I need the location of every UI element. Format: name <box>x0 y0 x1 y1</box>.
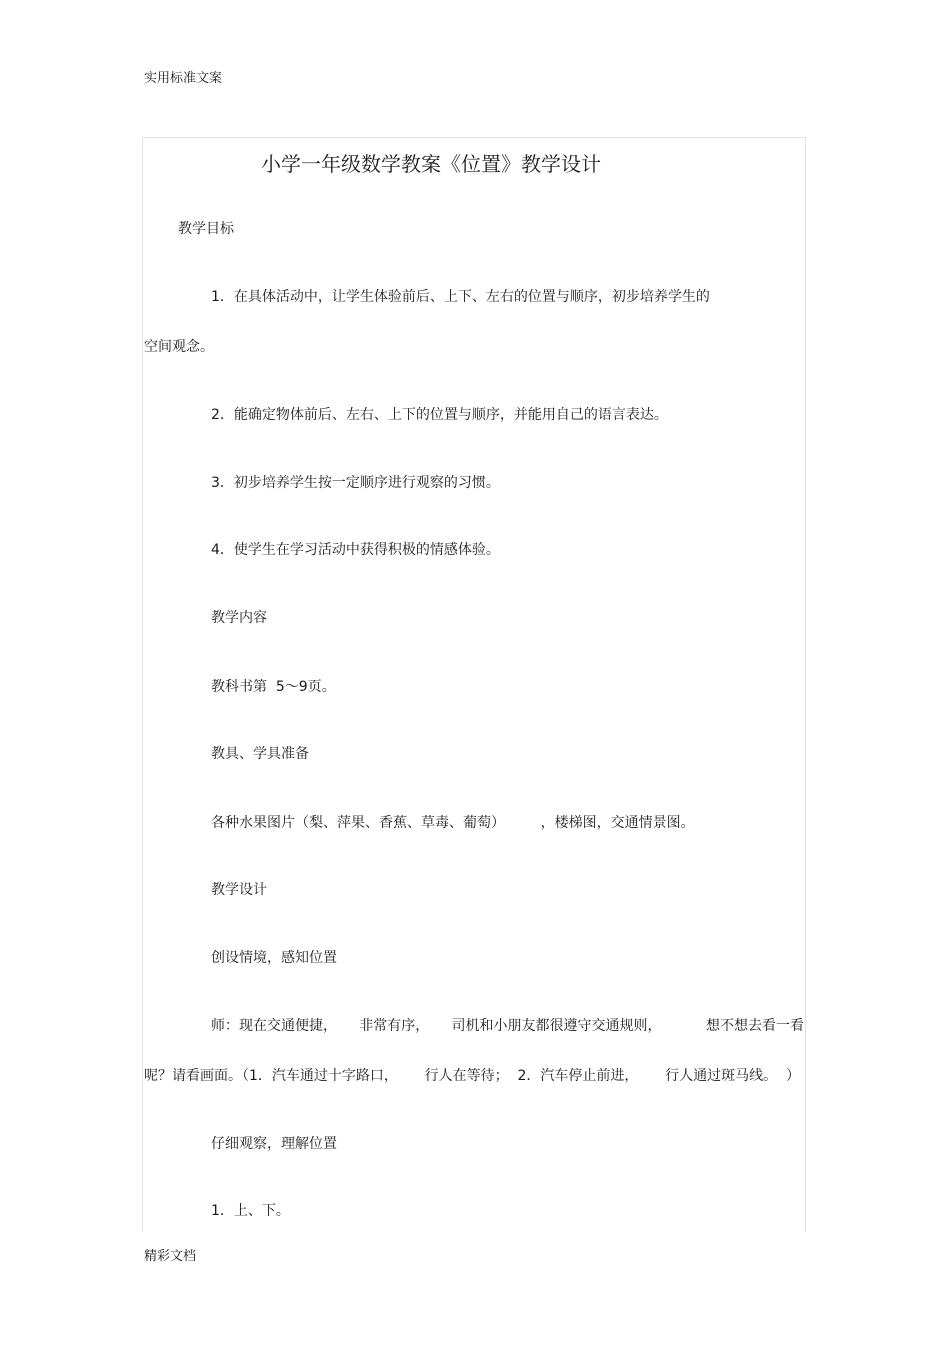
page-header: 实用标准文案 <box>144 71 223 86</box>
section-heading-objectives: 教学目标 <box>178 221 234 237</box>
page-footer: 精彩文档 <box>144 1249 197 1264</box>
objective-1-line-1: 1．在具体活动中，让学生体验前后、上下、左右的位置与顺序，初步培养学生的 <box>211 289 710 305</box>
subheading-situation: 创设情境，感知位置 <box>211 950 337 966</box>
item-up-down: 1．上、下。 <box>211 1203 290 1219</box>
document-title: 小学一年级数学教案《位置》教学设计 <box>261 152 601 176</box>
objective-2: 2．能确定物体前后、左右、上下的位置与顺序，并能用自己的语言表达。 <box>211 407 668 423</box>
section-heading-content: 教学内容 <box>211 610 267 626</box>
objective-3: 3．初步培养学生按一定顺序进行观察的习惯。 <box>211 475 500 491</box>
objective-1-line-2: 空间观念。 <box>144 339 214 355</box>
objective-4: 4．使学生在学习活动中获得积极的情感体验。 <box>211 542 500 558</box>
section-heading-materials: 教具、学具准备 <box>211 746 309 762</box>
teacher-paragraph-line-1: 师：现在交通便捷， 非常有序， 司机和小朋友都很遵守交通规则， 想不想去看一看 <box>211 1018 805 1034</box>
content-pages: 教科书第 5～9页。 <box>211 679 336 695</box>
section-heading-design: 教学设计 <box>211 882 267 898</box>
teacher-paragraph-line-2: 呢？请看画面。（1．汽车通过十字路口， 行人在等待； 2．汽车停止前进， 行人通过斑马线。 ） <box>144 1068 801 1084</box>
subheading-observe: 仔细观察，理解位置 <box>211 1136 337 1152</box>
materials-list: 各种水果图片（梨、萍果、香蕉、草毒、葡萄） ，楼梯图，交通情景图。 <box>211 815 695 831</box>
